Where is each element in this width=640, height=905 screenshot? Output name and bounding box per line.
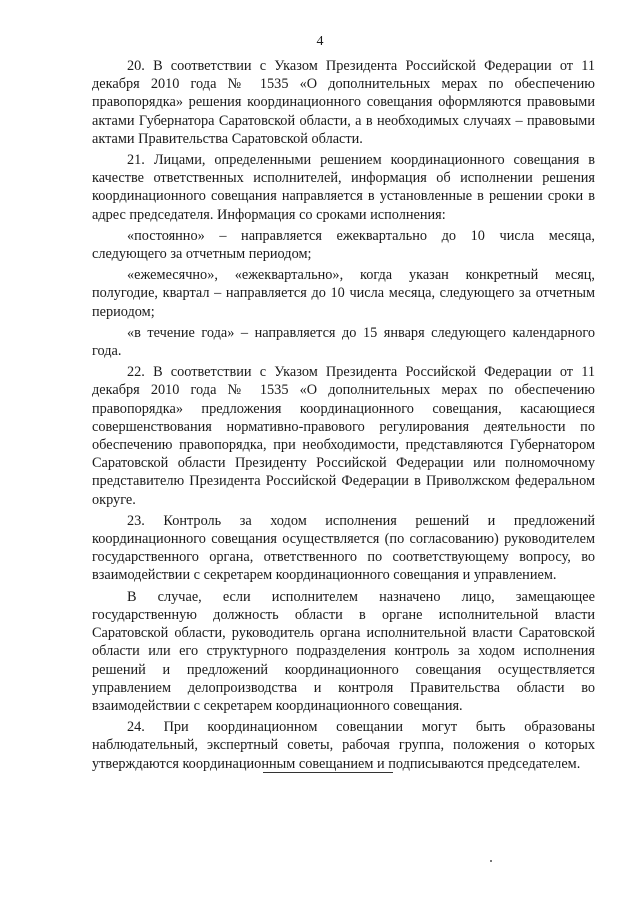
page-number: 4 (316, 34, 324, 49)
paragraph-22: 22. В соответствии с Указом Президента Российской Федерации от 11 декабря 2010 года № 1535 «О дополнительных мерах по обеспечению правопорядка» предложения координационного совещания, касающиеся совершенствования нормативно-правового регулирования деятельности по обеспечению правопорядка, при необходимости, представляются Губернатором Саратовской области Президенту Российской Федерации или полномочному представителю Президента Российской Федерации в Приволжском федеральном округе. (92, 364, 595, 508)
paragraph-23-continued: В случае, если исполнителем назначено лицо, замещающее государственную должность области в органе исполнительной власти Саратовской области, руководитель органа исполнительной власти Саратовской области или его структурного подразделения контроль за ходом исполнения решений и предложений координационного совещания осуществляется управлением делопроизводства и контроля Правительства области во взаимодействии с секретарем координационного совещания. (92, 588, 595, 714)
scan-speck (490, 860, 492, 862)
paragraph-21-monthly: «ежемесячно», «ежеквартально», когда указан конкретный месяц, полугодие, квартал – направляется до 10 числа месяца, следующего за отчетным периодом; (92, 267, 595, 320)
paragraph-24: 24. При координационном совещании могут быть образованы наблюдательный, экспертный советы, рабочая группа, положения о которых утверждаются координационным совещанием и подписываются председателем. (92, 719, 595, 772)
paragraph-20: 20. В соответствии с Указом Президента Российской Федерации от 11 декабря 2010 года № 1535 «О дополнительных мерах по обеспечению правопорядка» решения координационного совещания оформляются правовыми актами Губернатора Саратовской области, а в необходимых случаях – правовыми актами Правительства Саратовской области. (92, 58, 595, 147)
document-body (92, 54, 595, 773)
end-divider-line (263, 772, 393, 773)
paragraph-21-permanent: «постоянно» – направляется ежеквартально до 10 числа месяца, следующего за отчетным периодом; (92, 227, 595, 263)
paragraph-23: 23. Контроль за ходом исполнения решений и предложений координационного совещания осуществляется (по согласованию) руководителем государственного органа, ответственного по соответствующему вопросу, во взаимодействии с секретарем координационного совещания и управлением. (92, 512, 595, 584)
paragraph-21-yearly: «в течение года» – направляется до 15 января следующего календарного года. (92, 324, 595, 360)
paragraph-21: 21. Лицами, определенными решением координационного совещания в качестве ответственных исполнителей, информация об исполнении решения координационного совещания направляется в установленные в решении сроки в адрес председателя. Информация со сроками исполнения: (92, 152, 595, 223)
